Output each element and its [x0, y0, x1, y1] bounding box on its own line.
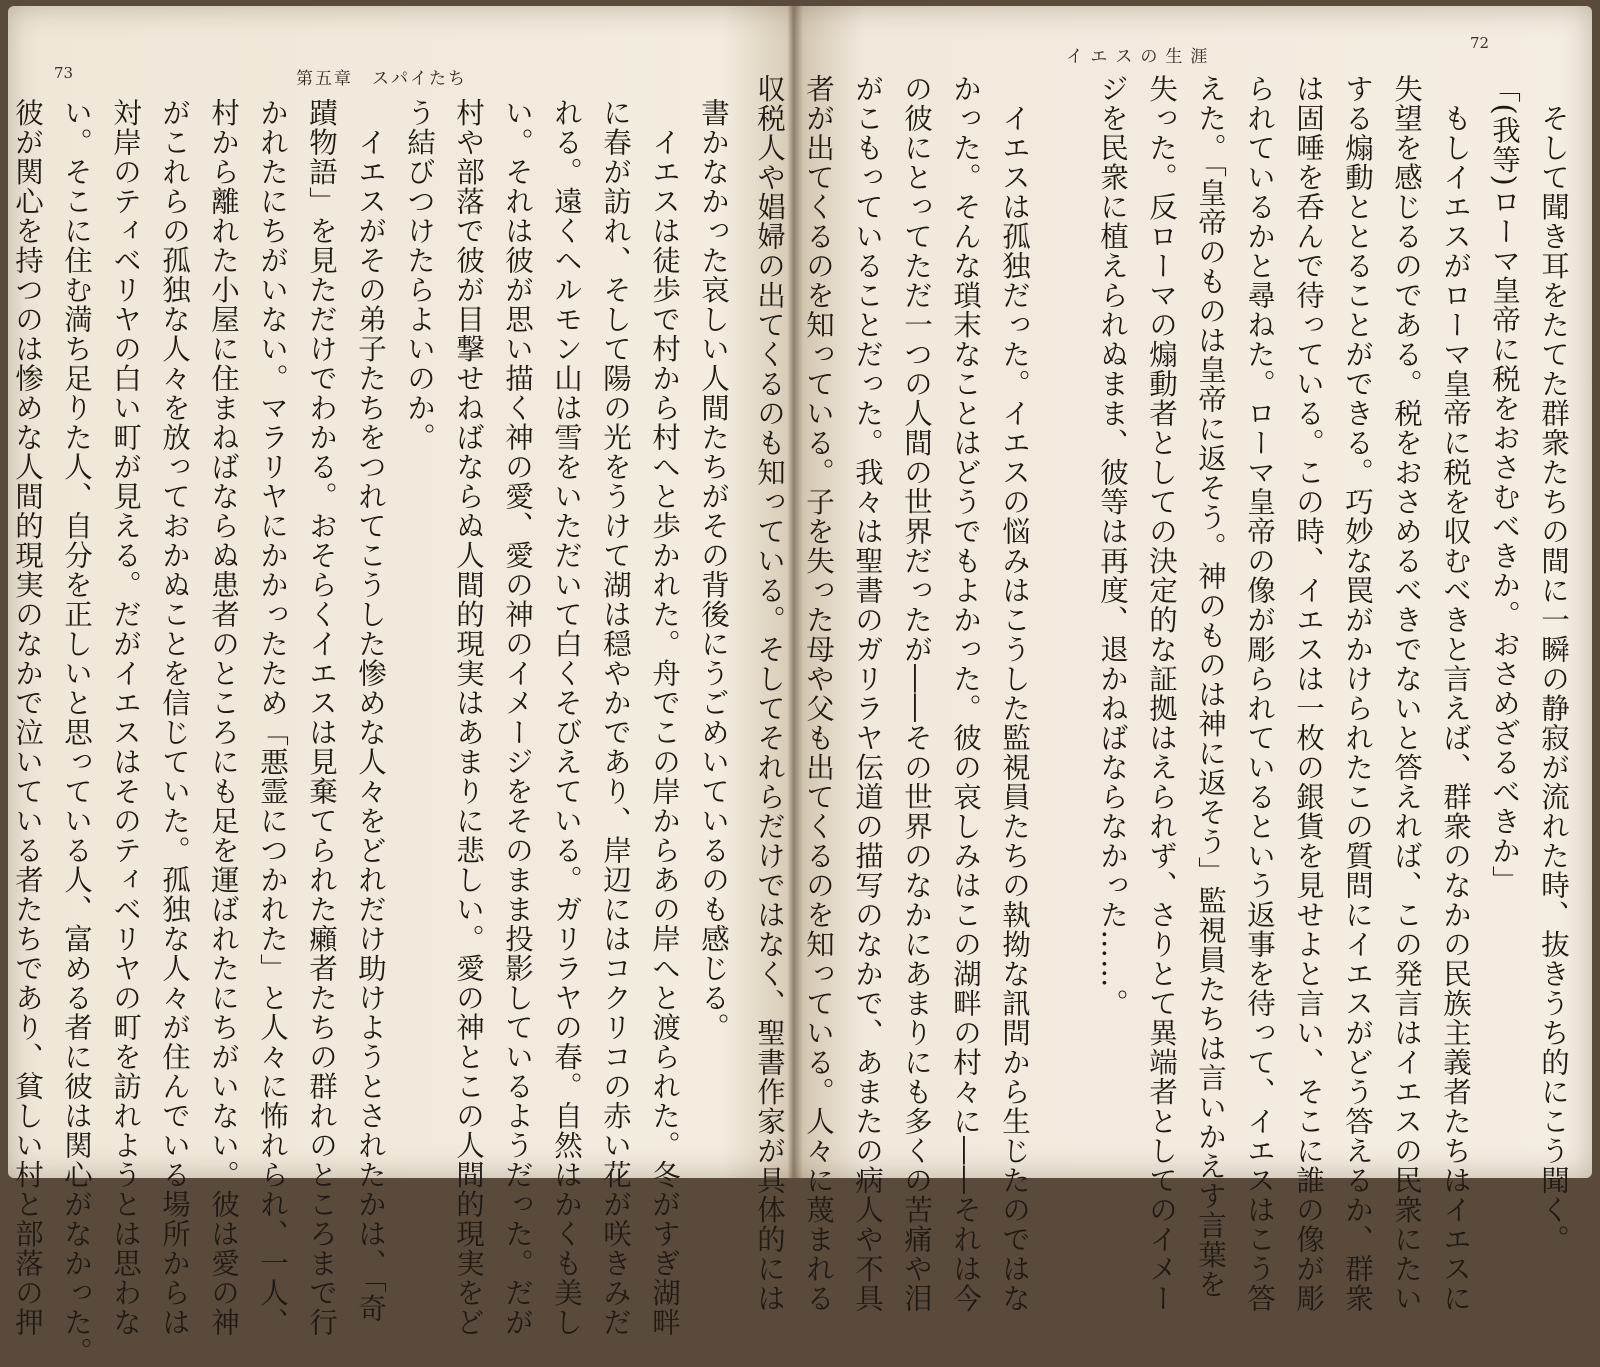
page-number: 73: [54, 64, 74, 82]
text-column: かれたにちがいない。マラリヤにかかったため「悪霊につかれた」と人々に怖れられ、一人、: [256, 98, 289, 1337]
text-column: い。それは彼が思い描く神の愛、愛の神のイメージをそのまま投影しているようだった。だが: [501, 98, 534, 1337]
left-page: [8, 6, 788, 1367]
text-column: 収税人や娼婦の出てくるのも知っている。そしてそれらだけではなく、聖書作家が具体的には: [753, 74, 786, 1313]
text-column: 「(我等)ローマ皇帝に税をおさむべきか。おさめざるべきか」: [1488, 74, 1521, 895]
running-head: 第五章 スパイたち: [296, 69, 467, 89]
text-column: 彼が関心を持つのは惨めな人間的現実のなかで泣いている者たちであり、貧しい村と部落の押: [11, 98, 44, 1337]
text-column: [0, 98, 3, 1168]
text-column: 書かなかった哀しい人間たちがその背後にうごめいているのも感じる。: [697, 98, 730, 1042]
page-number: 72: [1470, 34, 1490, 52]
text-column: 対岸のティベリヤの白い町が見える。だがイエスはそのティベリヤの町を訪れようとは思わな: [109, 98, 142, 1337]
text-column: の彼にとってただ一つの人間の世界だったが――その世界のなかにあまりにも多くの苦痛や泪: [900, 74, 933, 1313]
text-column: イエスは孤独だった。イエスの悩みはこうした監視員たちの執拗な訊問から生じたのではな: [998, 74, 1031, 1313]
text-column: い。そこに住む満ち足りた人、自分を正しいと思っている人、富める者に彼は関心がなかった。: [60, 98, 93, 1367]
text-column: は固唾を呑んで待っている。この時、イエスは一枚の銀貨を見せよと言い、そこに誰の像が彫: [1292, 74, 1325, 1313]
text-column: [1039, 74, 1088, 1154]
text-column: もしイエスがローマ皇帝に税を収むべきと言えば、群衆のなかの民族主義者たちはイエスに: [1439, 74, 1472, 1313]
text-column: に春が訪れ、そして陽の光をうけて湖は穏やかであり、岸辺にはコクリコの赤い花が咲きみだ: [599, 98, 632, 1337]
text-column: 村から離れた小屋に住まねばならぬ患者のところにも足を運ばれたにちがいない。彼は愛の神: [207, 98, 240, 1337]
text-column: 者が出てくるのを知っている。子を失った母や父も出てくるのを知っている。人々に蔑まれる: [802, 74, 835, 1313]
body-text: [11, 98, 738, 1367]
text-column: ジを民衆に植えられぬまま、彼等は再度、退かねばならなかった……。: [1096, 74, 1129, 1018]
text-column: かった。そんな瑣末なことはどうでもよかった。彼の哀しみはこの湖畔の村々に――それは今: [949, 74, 982, 1313]
text-column: そして聞き耳をたてた群衆たちの間に一瞬の静寂が流れた時、抜きうち的にこう聞く。: [1537, 74, 1570, 1254]
text-column: う結びつけたらよいのか。: [403, 98, 436, 452]
text-column: 村や部落で彼が目撃せねばならぬ人間的現実はあまりに悲しい。愛の神とこの人間的現実をど: [452, 98, 485, 1337]
text-column: する煽動ととることができる。巧妙な罠がかけられたこの質問にイエスがどう答えるか、群衆: [1341, 74, 1374, 1313]
text-column: イエスは徒歩で村から村へと歩かれた。舟でこの岸からあの岸へと渡られた。冬がすぎ湖畔: [648, 98, 681, 1337]
text-column: 蹟物語」を見ただけでわかる。おそらくイエスは見棄てられた癩者たちの群れのところまで行: [305, 98, 338, 1337]
book-spread: [8, 6, 1592, 1367]
text-column: られているかと尋ねた。ローマ皇帝の像が彫られているという返事を待って、イエスはこう答: [1243, 74, 1276, 1313]
running-head: イエスの生涯: [1066, 47, 1216, 67]
text-column: がこれらの孤独な人々を放っておかぬことを信じていた。孤独な人々が住んでいる場所からは: [158, 98, 191, 1337]
text-column: イエスがその弟子たちをつれてこうした惨めな人々をどれだけ助けようとされたかは、「奇: [354, 98, 387, 1323]
right-page: [753, 6, 1592, 1313]
text-column: がこもっていることだった。我々は聖書のガリラヤ伝道の描写のなかで、あまたの病人や不具: [851, 74, 884, 1313]
body-text: [753, 74, 1578, 1313]
text-column: 失った。反ローマの煽動者としての決定的な証拠はえられず、さりとて異端者としてのイメー: [1145, 74, 1178, 1313]
text-column: 失望を感じるのである。税をおさめるべきでないと答えれば、この発言はイエスの民衆にたい: [1390, 74, 1423, 1313]
text-column: れる。遠くヘルモン山は雪をいただいて白くそびえている。ガリラヤの春。自然はかくも美し: [550, 98, 583, 1337]
text-column: えた。「皇帝のものは皇帝に返そう。神のものは神に返そう」監視員たちは言いかえす言葉を: [1194, 74, 1227, 1299]
